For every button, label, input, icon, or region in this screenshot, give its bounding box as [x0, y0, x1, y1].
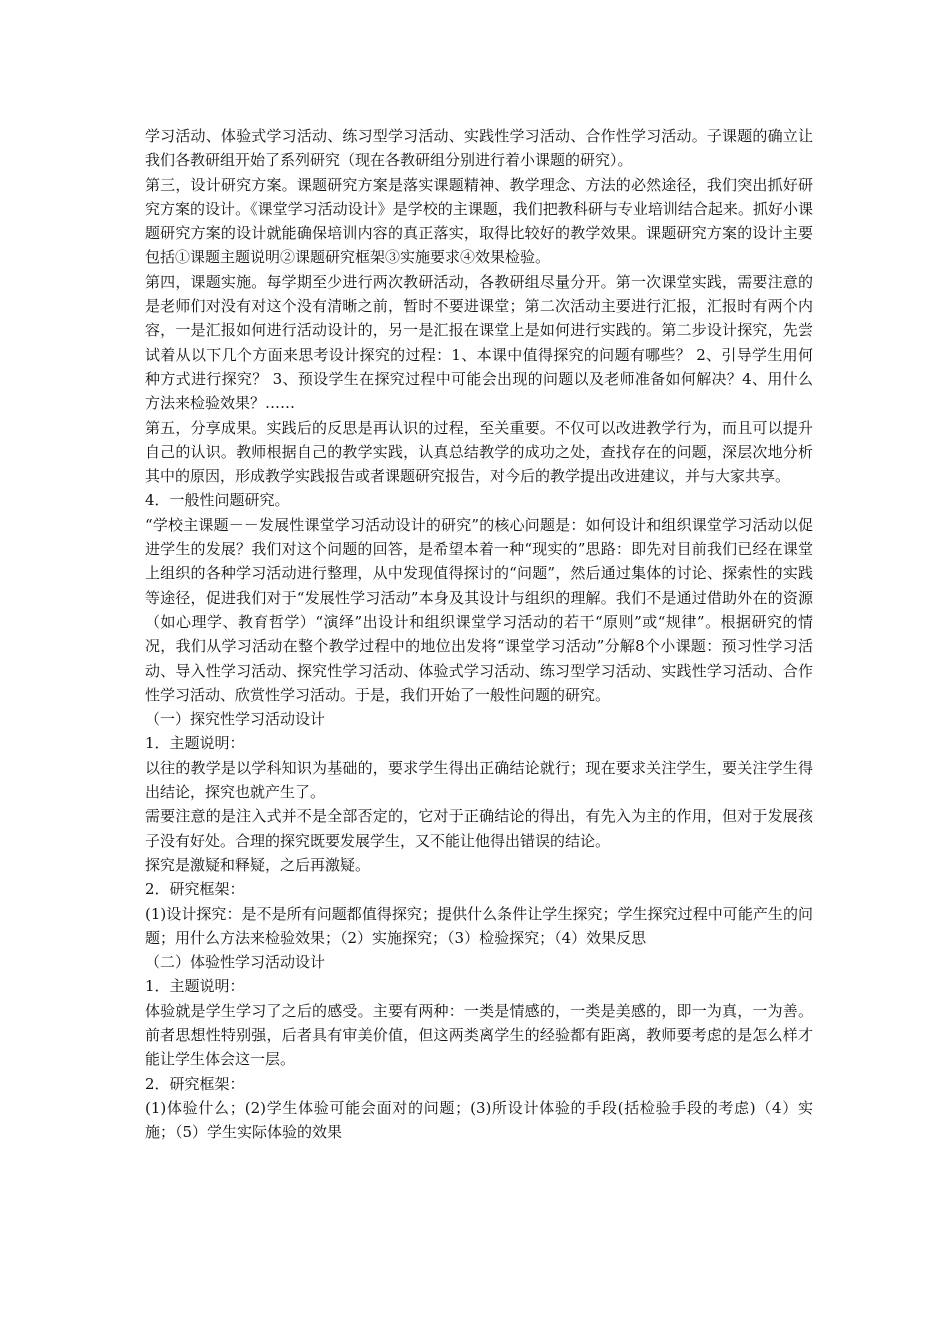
- item-heading-framework: 2．研究框架：: [145, 880, 245, 899]
- paragraph-inquiry-theme: 以往的教学是以学科知识为基础的，要求学生得出正确结论就行；现在要求关注学生，要关注学生得出结论，探究也就产生了。: [145, 758, 813, 802]
- paragraph-experience-framework: (1)体验什么；(2)学生体验可能会面对的问题；(3)所设计体验的手段(括检验手段的考虑)（4）实施；（5）学生实际体验的效果: [145, 1098, 813, 1142]
- paragraph-inquiry-definition: 探究是激疑和释疑，之后再激疑。: [145, 855, 371, 874]
- item-heading-framework: 2．研究框架：: [145, 1074, 245, 1093]
- subsection-heading-experience: （二）体验性学习活动设计: [145, 953, 326, 972]
- item-heading-theme: 1．主题说明：: [145, 977, 245, 996]
- paragraph-step-five: 第五，分享成果。实践后的反思是再认识的过程，至关重要。不仅可以改进教学行为，而且可以提升自己的认识。教师根据自己的教学实践，认真总结教学的成功之处，查找存在的问题，深层次地分析其中的原因，形成教学实践报告或者课题研究报告，对今后的教学提出改进建议，并与大家共享。: [145, 418, 813, 486]
- paragraph-step-four: 第四，课题实施。每学期至少进行两次教研活动，各教研组尽量分开。第一次课堂实践，需要注意的是老师们对没有对这个没有清晰之前，暂时不要进课堂；第二次活动主要进行汇报，汇报时有两个内容，一是汇报如何进行活动设计的，另一是汇报在课堂上是如何进行实践的。第二步设计探究，先尝试着从以下几个方面来思考设计探究的过程：1、本课中值得探究的问题有哪些？ 2、引导学生用何种方式进行探究？ 3、预设学生在探究过程中可能会出现的问题以及老师准备如何解决？4、用什么方法来检验效果？……: [145, 272, 813, 413]
- paragraph-inquiry-caution: 需要注意的是注入式并不是全部否定的，它对于正确结论的得出，有先入为主的作用，但对于发展孩子没有好处。合理的探究既要发展学生，又不能让他得出错误的结论。: [145, 807, 813, 850]
- paragraph-core-question: “学校主课题－－发展性课堂学习活动设计的研究”的核心问题是：如何设计和组织课堂学习活动以促进学生的发展？我们对这个问题的回答，是希望本着一种“现实的”思路：即先对目前我们已经在课堂上组织的各种学习活动进行整理，从中发现值得探讨的“问题”，然后通过集体的讨论、探索性的实践等途径，促进我们对于“发展性学习活动”本身及其设计与组织的理解。我们不是通过借助外在的资源（如心理学、教育哲学）“演绎”出设计和组织课堂学习活动的若干“原则”或“规律”。根据研究的情况，我们从学习活动在整个教学过程中的地位出发将“课堂学习活动”分解8个小课题：预习性学习活动、导入性学习活动、探究性学习活动、体验式学习活动、练习型学习活动、实践性学习活动、合作性学习活动、欣赏性学习活动。于是，我们开始了一般性问题的研究。: [145, 515, 813, 704]
- paragraph-subtopics-list: 学习活动、体验式学习活动、练习型学习活动、实践性学习活动、合作性学习活动。子课题的确立让我们各教研组开始了系列研究（现在各教研组分别进行着小课题的研究）。: [145, 127, 813, 170]
- section-heading-general-problems: 4．一般性问题研究。: [145, 491, 290, 510]
- item-heading-theme: 1．主题说明：: [145, 734, 245, 753]
- document-page: [145, 124, 813, 1144]
- paragraph-step-three: 第三，设计研究方案。课题研究方案是落实课题精神、教学理念、方法的必然途径，我们突出抓好研究方案的设计。《课堂学习活动设计》是学校的主课题，我们把教科研与专业培训结合起来。抓好小课题研究方案的设计就能确保培训内容的真正落实，取得比较好的教学效果。课题研究方案的设计主要包括①课题主题说明②课题研究框架③实施要求④效果检验。: [145, 175, 813, 267]
- subsection-heading-inquiry: （一）探究性学习活动设计: [145, 710, 326, 729]
- paragraph-experience-theme: 体验就是学生学习了之后的感受。主要有两种：一类是情感的，一类是美感的，即一为真，一为善。前者思想性特别强，后者具有审美价值，但这两类离学生的经验都有距离，教师要考虑的是怎么样才能让学生体会这一层。: [145, 1001, 813, 1069]
- paragraph-inquiry-framework: (1)设计探究：是不是所有问题都值得探究；提供什么条件让学生探究；学生探究过程中可能产生的问题；用什么方法来检验效果；（2）实施探究；（3）检验探究；（4）效果反思: [145, 904, 813, 947]
